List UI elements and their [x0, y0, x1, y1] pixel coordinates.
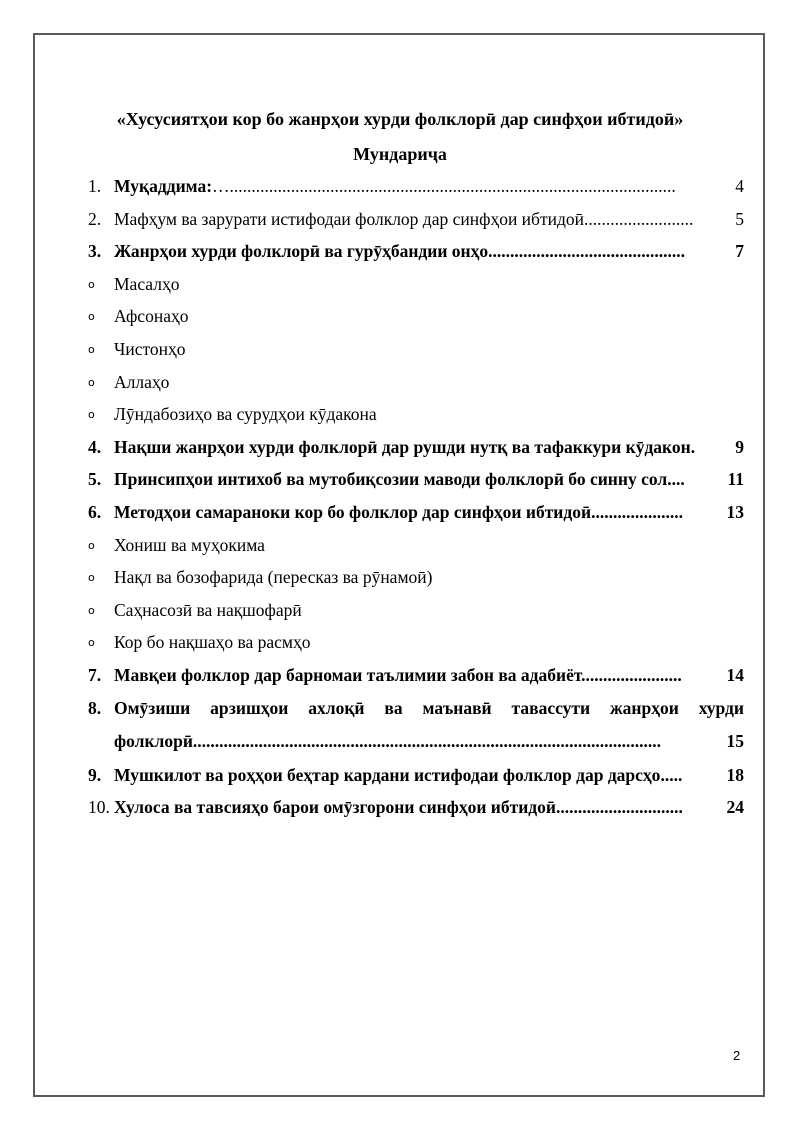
toc-leader-dots: ....................... [581, 664, 682, 685]
toc-entry-number: 1. [88, 176, 102, 196]
toc-entry-2[interactable] [88, 207, 744, 240]
toc-leader-dots: ..... [660, 764, 683, 785]
toc-subentry[interactable] [88, 598, 744, 631]
toc-leader-dots: ......................... [583, 208, 694, 229]
toc-entry-label-line1: Омӯзиши арзишҳои ахлоқӣ ва маънавӣ тавассути жанрҳои хурди [114, 697, 744, 718]
toc-subentry[interactable] [88, 402, 744, 435]
toc-entry-number: 5. [88, 469, 102, 490]
toc-subentry[interactable] [88, 272, 744, 305]
toc-entry-4[interactable] [88, 435, 744, 468]
toc-leader-dots: . [690, 436, 696, 457]
toc-leader-dots: .... [667, 469, 685, 490]
toc-subentry[interactable] [88, 630, 744, 663]
toc-subentry-label: Масалҳо [114, 273, 180, 294]
toc-entry-10[interactable] [88, 795, 744, 828]
toc-entry-number: 10. [88, 797, 110, 818]
toc-entry-3[interactable] [88, 239, 744, 272]
toc-subentry-label: Кор бо нақшаҳо ва расмҳо [114, 632, 311, 653]
bullet-icon: o [88, 277, 95, 291]
toc-entry-page: 11 [727, 469, 744, 490]
toc-entry-page: 9 [735, 436, 744, 457]
toc-entry-6[interactable] [88, 500, 744, 533]
toc-entry-page: 15 [726, 730, 744, 751]
toc-entry-8[interactable] [88, 696, 744, 763]
toc-entry-number: 9. [88, 764, 102, 785]
toc-entry-number: 3. [88, 241, 102, 262]
bullet-icon: o [88, 571, 95, 585]
toc-heading: Мундариҷа [353, 144, 447, 164]
toc-leader-dots: ........................................................................................................... [192, 730, 662, 751]
toc-subentry-label: Афсонаҳо [114, 306, 189, 327]
toc-leader-dots: …...................................................................................................... [212, 176, 676, 196]
bullet-icon: o [88, 375, 95, 389]
toc-subentry[interactable] [88, 337, 744, 370]
bullet-icon: o [88, 636, 95, 650]
toc-entry-number: 7. [88, 664, 102, 685]
toc-entry-number: 2. [88, 208, 102, 229]
toc-entry-5[interactable] [88, 467, 744, 500]
toc-entry-1[interactable] [88, 174, 744, 207]
bullet-icon: o [88, 538, 95, 552]
toc-entry-label: Хулоса ва тавсияҳо барои омӯзгорони синфҳои ибтидоӣ [114, 797, 556, 818]
toc-entry-page: 4 [735, 176, 744, 196]
toc-entry-number: 8. [88, 697, 102, 718]
toc-entry-page: 18 [726, 764, 744, 785]
bullet-icon: o [88, 603, 95, 617]
table-of-contents [88, 174, 744, 828]
toc-entry-page: 5 [735, 208, 744, 229]
page-number: 2 [733, 1048, 741, 1063]
toc-entry-label: Методҳои самараноки кор бо фолклор дар синфҳои ибтидоӣ [114, 501, 592, 522]
bullet-icon: o [88, 342, 95, 356]
toc-leader-dots: ............................. [556, 797, 683, 818]
toc-subentry-label: Хониш ва муҳокима [114, 534, 265, 555]
toc-entry-label: Мушкилот ва роҳҳои беҳтар кардани истифодаи фолклор дар дарсҳо [114, 764, 661, 785]
toc-subentry[interactable] [88, 533, 744, 566]
toc-subentry-label: Саҳнасозӣ ва нақшофарӣ [114, 599, 302, 620]
toc-entry-label: Мавқеи фолклор дар барномаи таълимии забон ва адабиёт [114, 664, 582, 685]
toc-entry-label: Нақши жанрҳои хурди фолклорӣ дар рушди нутқ ва тафаккури кӯдакон [114, 436, 691, 457]
toc-entry-7[interactable] [88, 663, 744, 696]
toc-entry-label: Мафҳум ва зарурати истифодаи фолклор дар синфҳои ибтидоӣ [114, 208, 584, 229]
toc-entry-number: 6. [88, 501, 102, 522]
toc-entry-number: 4. [88, 436, 102, 457]
toc-entry-label: Принсипҳои интихоб ва мутобиқсозии маводи фолклорӣ бо синну сол [114, 469, 668, 490]
toc-entry-label-line2: фолклорӣ [114, 730, 193, 751]
toc-entry-label: Муқаддима: [114, 176, 213, 196]
toc-entry-page: 13 [726, 501, 744, 522]
toc-subentry[interactable] [88, 304, 744, 337]
bullet-icon: o [88, 310, 95, 324]
toc-entry-label: Жанрҳои хурди фолклорӣ ва гурӯҳбандии онҳо [114, 241, 489, 262]
document-title: «Хусусиятҳои кор бо жанрҳои хурди фолклорӣ дар синфҳои ибтидоӣ» [116, 109, 684, 129]
toc-entry-page: 24 [726, 797, 744, 818]
toc-entry-9[interactable] [88, 763, 744, 796]
toc-entry-page: 7 [735, 241, 744, 262]
toc-entry-page: 14 [726, 664, 744, 685]
toc-leader-dots: ............................................. [488, 241, 686, 262]
toc-subentry-label: Нақл ва бозофарида (пересказ ва рӯнамоӣ) [114, 567, 433, 588]
toc-subentry-label: Лӯндабозиҳо ва сурудҳои кӯдакона [114, 404, 377, 425]
toc-subentry[interactable] [88, 370, 744, 403]
toc-leader-dots: ..................... [591, 501, 683, 522]
bullet-icon: o [88, 408, 95, 422]
toc-subentry[interactable] [88, 565, 744, 598]
toc-subentry-label: Чистонҳо [114, 338, 186, 359]
toc-subentry-label: Аллаҳо [114, 371, 170, 392]
